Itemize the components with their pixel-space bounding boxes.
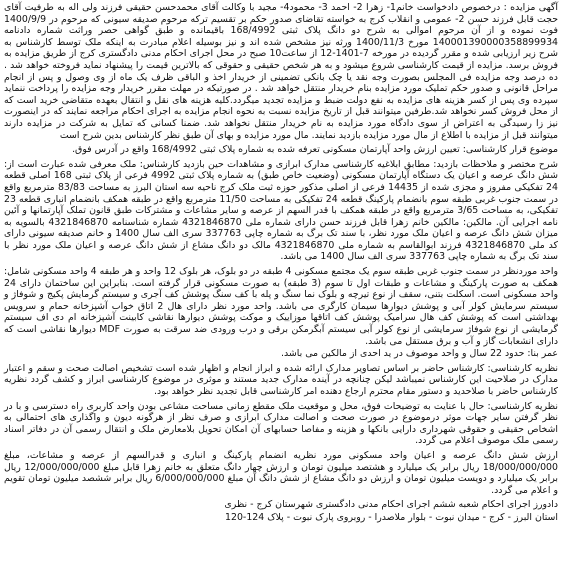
unit-description-paragraph: واحد موردنظر در سمت جنوب غربی طبقه سوم یک مجتمع مسکونی 4 طبقه در دو بلوک، هر بلوک 12 واحد و هر طبقه 4 واحد مسکونی شامل: همکف به صورت پارکینگ و مشاعات و طبقات اول تا سوم (3 طبقه) به صورت مسکونی قرار گرفته است. بنابراین این ساختمان دارای 24 واحد مسکونی است. اسکلت بتنی، سقف از نوع تیرچه و بلوک نما سنگ و پله با کف سنگ پوشش کف آجری و سیستم گرمایش پکیج و شوفاژ و سیستم سرمایش کولر آبی و پوشش دیوارها سیمان کارگری می باشد. واحد مورد نظر دارای هال 2 اتاق خواب آشپزخانه حمام و سرویس بهداشتی است که پوشش کف هال سرامیک پوشش کف اتاقها موزاییک و موکت پوشش دیوارها نقاشی کابینت آشپزخانه ام دی اف سیستم گرمایشی از نوع شوفاژ سرمایشی از نوع کولر آبی سیستم آبگرمکن برقی و درب ورودی ضد سرقت به صورت MDF دیوارها نقاشی است که دارای انشعابات گاز و آب و برق مستقل می باشد. — [4, 266, 558, 347]
expert-disclaimer-paragraph: نظریه کارشناسی: کارشناس حاضر بر اساس تصاویر مدارک ارائه شده و ابراز انجام و اظهار شده است تشخیص اصالت صحت و سقم و اعتبار مدارک در صلاحیت این کارشناس نمیباشد لیکن چنانچه در آینده مدارک جدید مستند و موثری در موضوع کارشناسی ابراز و کشف گردد نظریه کارشناس حاضر با صلاحدید و دستور مقام محترم ارجاع دهنده امر کارشناسی قابل تجدید نظر خواهد بود. — [4, 362, 558, 397]
inspection-summary-paragraph: شرح مختصر و ملاحظات بازدید: مطابق ابلاغیه کارشناسی مدارک ابرازی و مشاهدات حین بازدید کارشناس: ملک معرفی شده عبارت است از: شش دانگ عرصه و اعیان یک دستگاه آپارتمان مسکونی (وضعیت خاص طبق) به شماره پلاک ثبتی 4992 فرعی از پلاک ثبتی 168 اصلی قطعه 24 تفکیکی مفروز و مجزی شده از 14435 فرعی از اصلی مذکور حوزه ثبت ملک کرج ناحیه سه استان البرز به مساحت 83/83 مترمربع واقع در سمت جنوب غربی طبقه سوم بانضمام پارکینگ قطعه 24 تفکیکی به مساحت 11/50 مترمربع واقع در طبقه همکف بانضمام انباری قطعه 23 تفکیکی، به مساحت 3/65 مترمربع واقع در طبقه همکف با قدر السهم از عرصه و سایر مشاعات و مشترکات طبق قانون تملک آپارتمانها و آئین نامه اجرایی آن. مالکین: مالکین خانم زهرا قابل فرزند حسن دارای شماره ملی 4321846870 شماره شناسنامه 4321846870 بالسویه به میزان شش دانگ عرصه و اعیان ملک مورد نظر، با سند تک برگ به شماره چاپی 337763 سری الف سال 1400 و خانم صدیقه سیونی دارای کد ملی 4321846870 فرزند ابوالقاسم به شماره ملی 4321846870 مالک دو دانگ مشاع از شش دانگ عرصه و اعیان ملک مورد نظر با سند تک برگ به شماره چاپی 337763 سری الف سال 1400 می باشد. — [4, 158, 558, 263]
issuer-line: دادورز اجرای احکام شعبه ششم اجرای احکام مدنی دادگستری شهرستان کرج - نظری — [224, 499, 558, 511]
address-line: استان البرز - کرج - میدان نبوت - بلوار ملاصدرا - روبروی پارک نبوت - پلاک 124-120 — [225, 511, 558, 523]
valuation-paragraph: ارزش شش دانگ عرصه و اعیان واحد مسکونی مورد نظریه انضمام پارکینگ و انباری و قدرالسهم از عرصه و مشاعات، مبلغ 18/000/000/000 ریال برابر یک میلیارد و هشتصد میلیون تومان و ارزش چهار دانگ متعلق به خانم زهرا قابل مبلغ 12/000/000/000 ریال برابر یک میلیارد و دویست میلیون تومان و ارزش دو دانگ مشاع از شش دانگ آن مبلغ 6/000/000/000 ریال برابر ششصد میلیون تومان تقویم و اعلام می گردد. — [4, 449, 558, 496]
auction-notice-paragraph: آگهی مزایده : درخصوص دادخواست خانم1- زهرا 2- احمد 3- محمود4- مجید با وکالت آقای محمدحسن حقیقی فرزند ولی اله به طرفیت آقای حجت قابل فرزند حسن 2- عمومی و انقلاب کرج به خواسته تقاضای صدور حکم بر تقسیم ترکه مرحوم صدیقه سیونی که مرحوم در 1400/9/9 فوت نموده و از آن مرحوم اموالی به شرح دو دانگ پلاک ثبتی 168/4992 باقیمانده و طبق گواهی حصر وراثت شماره دادنامه 140001390000358899934 مورخ 1400/11/3 ورثه نیز مشخص شده اند و نیز بوسیله اعلام مبادرت به اینکه ملک توسط کارشناس به شرح زیر ارزیابی شده و مقرر گردیده در مورخه 7-1401-12 از ساعت10 صبح در محل اجرای احکام مدنی دادگستری کرج از طریق مزایده به فروش برسد. مزایده از قیمت کارشناسی شروع میشود و به هر شخص حقیقی و حقوقی که بالاترین قیمت را پیشنهاد نماید فروخته خواهد شد . ده درصد وجه مزایده فی المجلس بصورت وجه نقد یا چک بانکی تضمینی از خریدار اخذ و الباقی ظرف یک ماه از وی وصول و پس از انجام مراحل قانونی و صدور حکم تملیک مورد مزایده بنام خریدار منتقل خواهد شد . در صورتیکه در مهلت مقرر خریدار وجه مزایده را پرداخت ننماید سپرده وی پس از کسر هزینه های مزایده به نفع دولت ضبط و مزایده تجدید میگردد.کلیه هزینه های نقل و انتقال بعهده متقاضی خرید است که از محل فروش کسر نخواهد شد.طرفین میتوانند قبل از تاریخ مزایده نسبت به نحوه انجام مزایده به اجرای احکام مراجعه نمایند که در اینصورت نیز زا رسیدگی به اعتراض از سوی دادگاه مورد مزایده به نام خریدار منتقل نخواهد شد. ضمنا کسانی که تمایل به شرکت در مزایده دارند میتوانند قبل از مزایده با اطلاع از مال مورد مزایده بازدید نمایند. مال مورد مزایده و بهای آن طبق نظر کارشناس بدین شرح است — [4, 2, 558, 141]
expert-opinion-paragraph: نظریه کارشناسی: حال با عنایت به توضیحات فوق، محل و موقعیت ملک مقطع زمانی مساحت مشاعی بودن واحد کاربری راه دسترسی و با در نظر گرفتن سایر جهات موثر درموضوع در صورت صحت و اصالت مدارک ابرازی و صرف نظر از هرگونه دیون و واگذاری های احتمالی به اشخاص حقیقی و حقوقی شهرداری دارایی بانکها و هزینه و مفاصا حسابهای آن امکان تحویل بلامعارض ملک و انتقال رسمی آن در دفاتر اسناد رسمی ملک موصوف اعلام می گردد. — [4, 400, 558, 447]
appraisal-subject-paragraph: موضوع قرار کارشناسی: تعیین ارزش واحد آپارتمان مسکونی تعرفه شده به شماره پلاک ثبتی 168/4992 واقع در آدرس فوق. — [72, 144, 558, 156]
building-age-paragraph: عمر بنا: حدود 22 سال و واحد موصوف در ید احدی از مالکین می باشد. — [281, 348, 558, 360]
